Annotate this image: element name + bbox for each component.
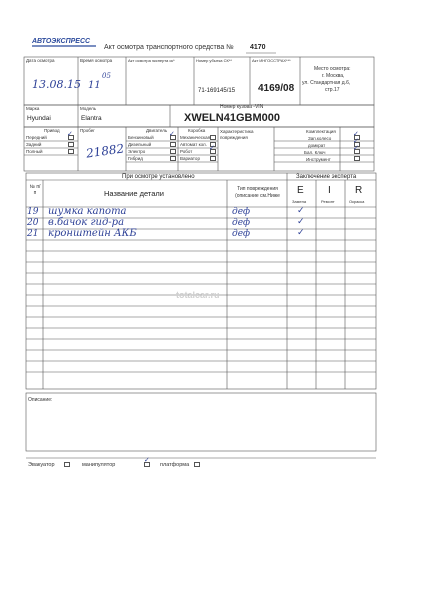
damage-row-2-type: деф xyxy=(232,218,251,228)
i-sub-header: Ремонт xyxy=(321,199,335,204)
drive-option-rear: Задний xyxy=(26,142,42,147)
act-number: 4170 xyxy=(250,44,266,51)
damage-row-3-part: кронштейн АКБ xyxy=(48,228,137,239)
gearbox-manual-checkbox[interactable] xyxy=(210,135,216,140)
damage-row-1-num: 19 xyxy=(27,207,39,217)
brand-value: Hyundai xyxy=(27,115,51,122)
damage-row-3-type: деф xyxy=(232,229,251,239)
r-header: R xyxy=(355,185,363,196)
kit-spare-wheel-check-icon: ✓ xyxy=(353,130,359,138)
engine-option-petrol: Бензиновый xyxy=(128,135,154,140)
engine-petrol-check-icon: ✓ xyxy=(169,130,175,138)
vin-value: XWELN41GBM000 xyxy=(184,112,280,124)
form-title: Акт осмотра транспортного средства № xyxy=(104,44,234,51)
inspection-date-label: Дата осмотра xyxy=(26,58,55,63)
damage-row-3-num: 21 xyxy=(27,229,39,239)
r-sub-header: Окраска xyxy=(349,199,365,204)
drive-rear-checkbox[interactable] xyxy=(68,142,74,147)
brand-label: Марка xyxy=(26,106,40,111)
part-header: Название детали xyxy=(104,189,164,198)
engine-diesel-checkbox[interactable] xyxy=(170,142,176,147)
num-header: № п/п xyxy=(29,184,41,196)
mileage-value: 21882 xyxy=(85,141,125,161)
kit-wrench-check-icon: ✓ xyxy=(353,144,359,152)
drive-label: Привод xyxy=(44,128,60,133)
model-label: Модель xyxy=(80,106,97,111)
kit-tools-checkbox[interactable] xyxy=(354,156,360,161)
e-header: E xyxy=(297,185,304,196)
evacuator-label: Эвакуатор xyxy=(28,462,55,468)
act-ingos-value: 4169/08 xyxy=(258,83,295,94)
inspection-date-value: 13.08.15 xyxy=(32,78,81,91)
gearbox-robot-check-icon: ✓ xyxy=(209,144,215,152)
gearbox-cvt-checkbox[interactable] xyxy=(210,156,216,161)
platform-label: платформа xyxy=(160,462,190,468)
drive-front-check-icon: ✓ xyxy=(67,130,73,138)
damage-row-2-part: в.бачок гид-ра xyxy=(48,217,125,228)
inspection-time-value: 11 xyxy=(88,80,101,91)
engine-option-hybrid: Гибрид xyxy=(128,156,143,161)
loss-number-label: Номер убытка СК** xyxy=(196,58,232,63)
kit-option-jack: домкрат xyxy=(308,143,326,148)
gearbox-label: Коробка xyxy=(188,128,206,133)
model-value: Elantra xyxy=(81,115,102,122)
loss-number-value: 71-169145/15 xyxy=(198,88,236,94)
gearbox-option-robot: Робот xyxy=(180,149,193,154)
act-ingos-label: Акт ИНГОССТРАХ*** xyxy=(252,58,291,63)
inspection-time-label: Время осмотра xyxy=(80,58,113,63)
i-header: I xyxy=(328,185,331,196)
damage-row-2-num: 20 xyxy=(27,218,39,228)
gearbox-option-manual: Механическая xyxy=(180,135,211,140)
place-line-1: г. Москва, xyxy=(322,73,345,79)
damage-row-1-part: шумка капота xyxy=(48,206,127,217)
kit-label: Комплектация xyxy=(306,129,336,134)
established-header: При осмотре установлено xyxy=(122,174,195,180)
kit-option-spare-wheel: Зап.колесо xyxy=(308,136,332,141)
drive-option-front: Передний xyxy=(26,135,47,140)
damage-row-2-e-check-icon: ✓ xyxy=(297,217,305,227)
place-line-3: стр.17 xyxy=(325,87,340,93)
evacuator-checkbox[interactable] xyxy=(64,462,70,467)
engine-option-electric: Электро xyxy=(128,149,146,154)
e-sub-header: Замена xyxy=(292,199,307,204)
damage-row-3-e-check-icon: ✓ xyxy=(297,228,305,238)
platform-checkbox[interactable] xyxy=(194,462,200,467)
kit-option-tools: Инструмент xyxy=(306,157,331,162)
engine-electric-checkbox[interactable] xyxy=(170,149,176,154)
expert-act-label: Акт осмотра эксперта ск* xyxy=(128,58,175,63)
damage-type-header: Тип повреждения (описание см.Ниже xyxy=(235,186,280,199)
gearbox-option-cvt: Вариатор xyxy=(180,156,200,161)
mileage-label: Пробег xyxy=(80,128,95,133)
manipulator-label: манипулятор xyxy=(82,462,116,468)
damage-row-1-e-check-icon: ✓ xyxy=(297,206,305,216)
vin-label: Номер кузова -VIN xyxy=(220,104,264,110)
damage-characteristic-label: Характеристика повреждения xyxy=(220,129,254,140)
damage-row-1-type: деф xyxy=(232,207,251,217)
place-label: Место осмотра: xyxy=(314,66,351,72)
place-line-2: ул. Стандартная д.6, xyxy=(302,80,351,86)
logo: АВТОЭКСПРЕСС xyxy=(32,38,91,45)
engine-hybrid-checkbox[interactable] xyxy=(170,156,176,161)
notes-label: Описание: xyxy=(28,397,53,403)
conclusion-header: Заключение эксперта xyxy=(296,174,357,180)
engine-label: Двигатель xyxy=(146,128,168,133)
inspection-time-minutes: 05 xyxy=(102,72,111,80)
engine-option-diesel: Дизельный xyxy=(128,142,152,147)
watermark: totalcar.ru xyxy=(176,290,220,300)
kit-option-wrench: Бал. Ключ xyxy=(304,150,326,155)
manipulator-check-icon: ✓ xyxy=(144,456,150,464)
gearbox-option-auto: Автомат кол. xyxy=(180,142,207,147)
drive-all-checkbox[interactable] xyxy=(68,149,74,154)
kit-jack-check-icon: ✓ xyxy=(353,137,359,145)
drive-option-all: Полный xyxy=(26,149,43,154)
